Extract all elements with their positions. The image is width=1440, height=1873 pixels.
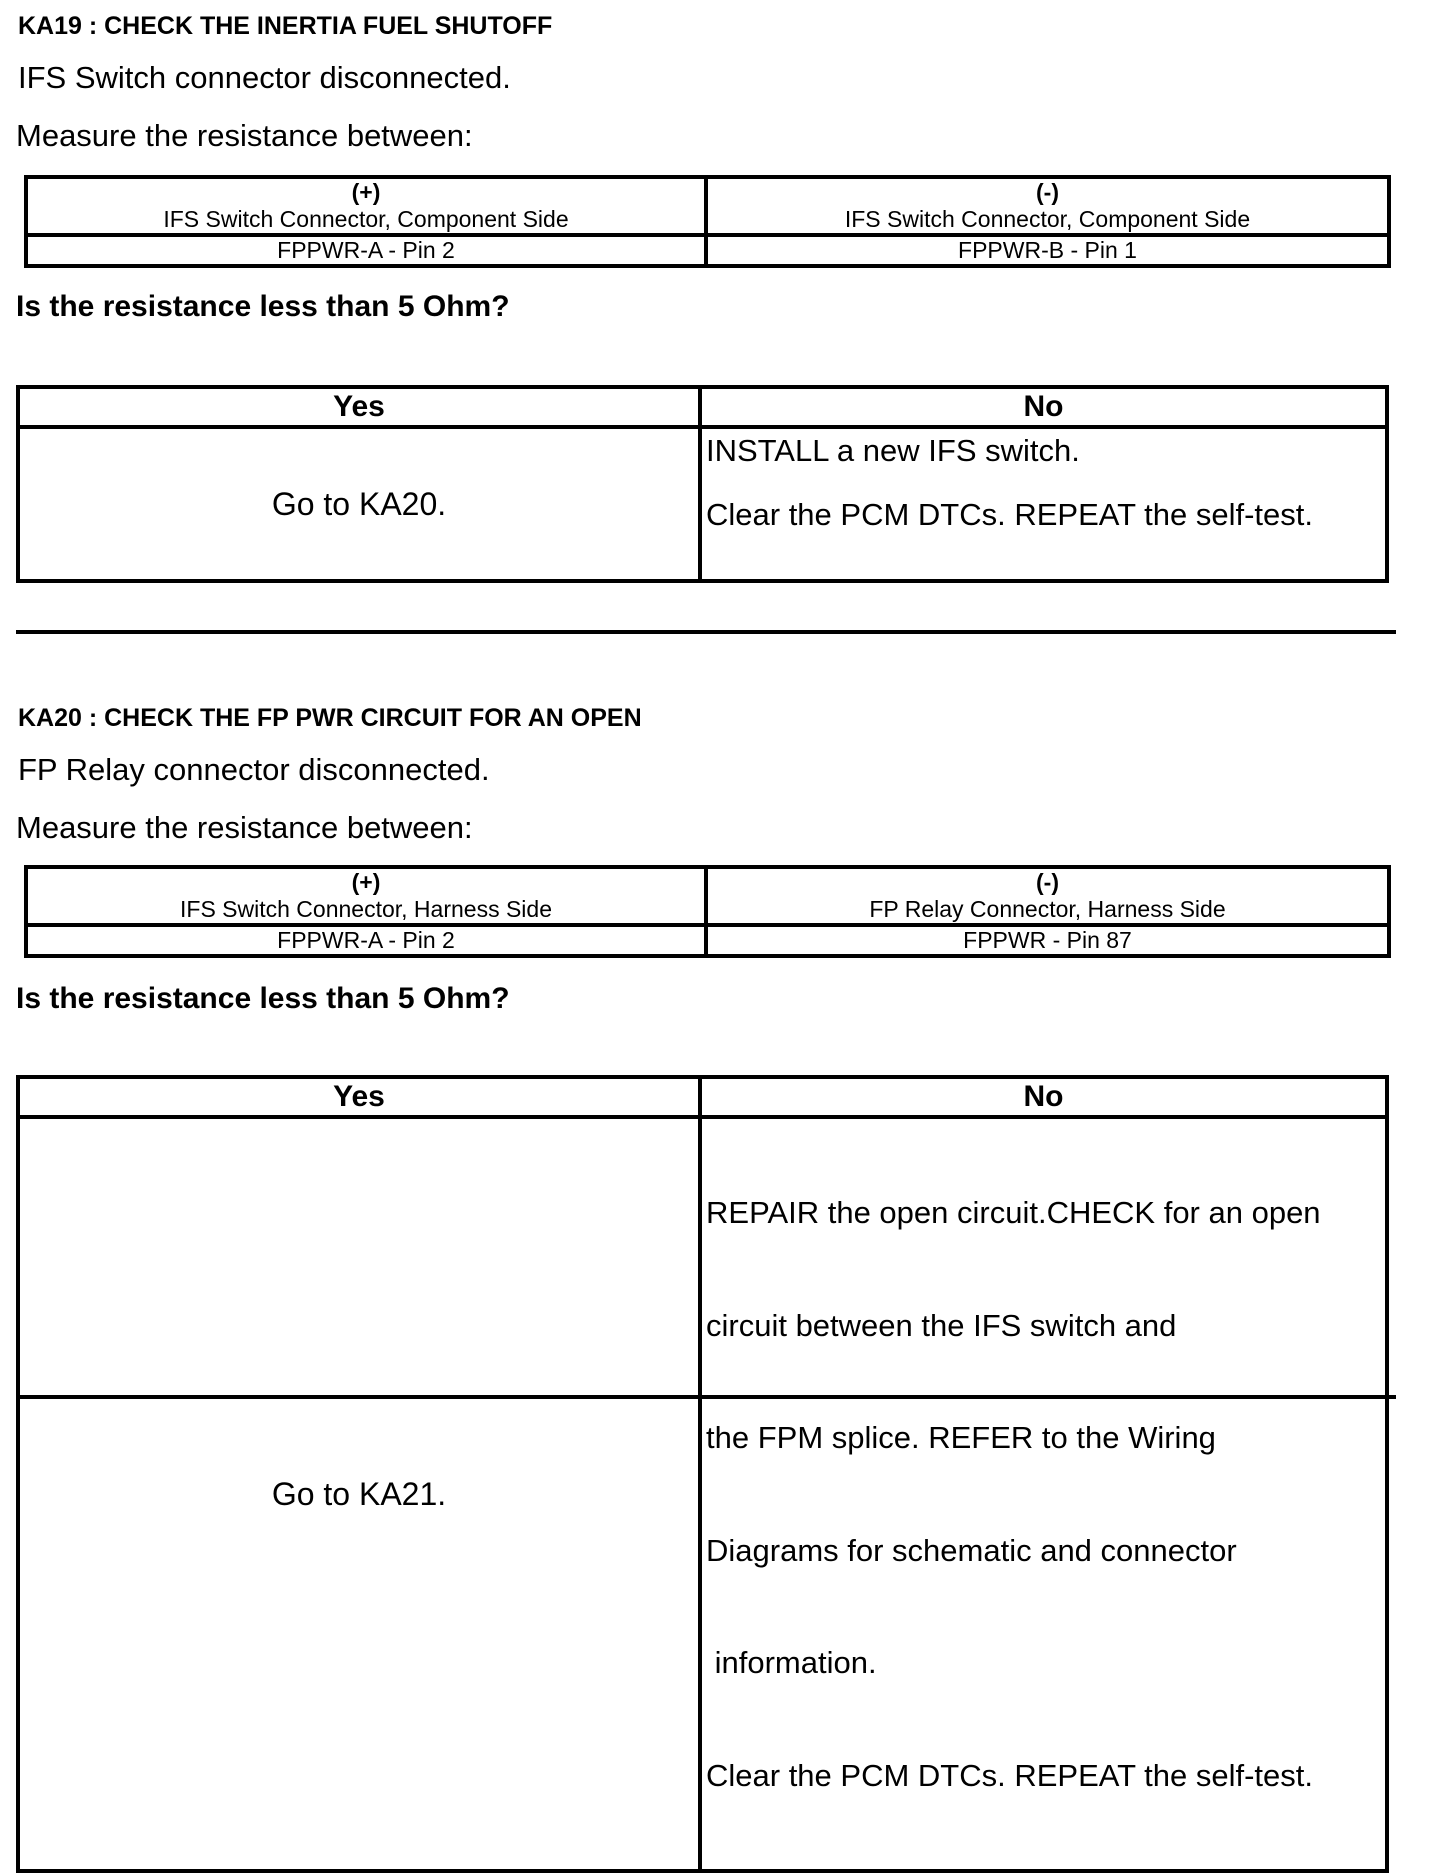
- negative-sign: (-): [1036, 179, 1059, 205]
- step-condition-ka19: IFS Switch connector disconnected.: [18, 60, 511, 95]
- yes-header: Yes: [18, 1077, 700, 1117]
- yes-action: Go to KA21.: [18, 1117, 700, 1871]
- measurement-table-ka20: [24, 865, 1391, 958]
- yes-action: Go to KA20.: [18, 427, 700, 581]
- no-action: [700, 427, 1387, 581]
- negative-probe-label: FP Relay Connector, Harness Side: [869, 896, 1226, 922]
- no-action-line: information.: [706, 1645, 877, 1680]
- positive-pin: FPPWR-A - Pin 2: [26, 925, 706, 956]
- no-action-line: INSTALL a new IFS switch.: [706, 433, 1080, 468]
- positive-probe-label: IFS Switch Connector, Harness Side: [180, 896, 552, 922]
- measure-instruction-ka20: Measure the resistance between:: [16, 810, 473, 845]
- no-action-line: Clear the PCM DTCs. REPEAT the self-test.: [706, 1757, 1313, 1793]
- question-ka20: Is the resistance less than 5 Ohm?: [16, 982, 510, 1015]
- no-action: [700, 1117, 1387, 1871]
- no-action-line: REPAIR the open circuit.CHECK for an open: [706, 1195, 1321, 1230]
- yes-no-table-ka19: [16, 385, 1389, 583]
- positive-pin: FPPWR-A - Pin 2: [26, 235, 706, 266]
- positive-probe-label: IFS Switch Connector, Component Side: [163, 206, 569, 232]
- yes-no-table-ka20: [16, 1075, 1389, 1873]
- negative-pin: FPPWR-B - Pin 1: [706, 235, 1389, 266]
- no-action-line: Clear the PCM DTCs. REPEAT the self-test.: [706, 497, 1313, 532]
- question-ka19: Is the resistance less than 5 Ohm?: [16, 290, 510, 323]
- no-action-line: the FPM splice. REFER to the Wiring: [706, 1420, 1216, 1455]
- step-title-ka20: KA20 : CHECK THE FP PWR CIRCUIT FOR AN OPEN: [18, 704, 642, 732]
- section-divider: [16, 630, 1396, 634]
- positive-probe-header: [26, 177, 706, 235]
- negative-pin: FPPWR - Pin 87: [706, 925, 1389, 956]
- section-divider: [16, 1395, 1396, 1399]
- step-title-ka19: KA19 : CHECK THE INERTIA FUEL SHUTOFF: [18, 12, 553, 40]
- no-header: No: [700, 387, 1387, 427]
- negative-probe-header: [706, 177, 1389, 235]
- positive-sign: (+): [351, 869, 381, 895]
- negative-probe-label: IFS Switch Connector, Component Side: [844, 206, 1251, 232]
- no-action-line: circuit between the IFS switch and: [706, 1307, 1177, 1343]
- measurement-table-ka19: [24, 175, 1391, 268]
- no-header: No: [700, 1077, 1387, 1117]
- positive-sign: (+): [351, 179, 381, 205]
- positive-probe-header: [26, 867, 706, 925]
- yes-header: Yes: [18, 387, 700, 427]
- measure-instruction-ka19: Measure the resistance between:: [16, 118, 473, 153]
- no-action-line: Diagrams for schematic and connector: [706, 1532, 1237, 1568]
- negative-probe-header: [706, 867, 1389, 925]
- step-condition-ka20: FP Relay connector disconnected.: [18, 752, 490, 787]
- negative-sign: (-): [1036, 869, 1059, 895]
